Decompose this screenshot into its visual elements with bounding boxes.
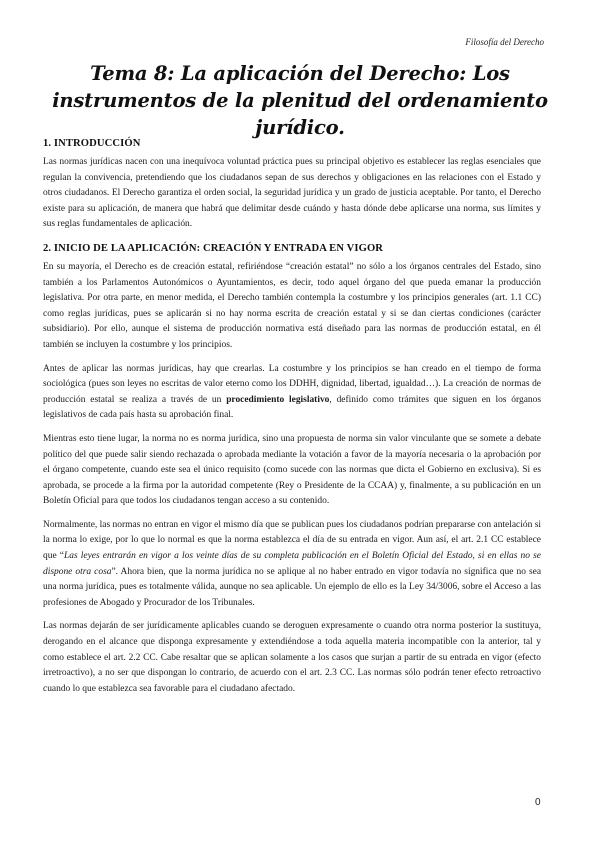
- paragraph-text: ”. Ahora bien, que la norma jurídica no se aplique al no haber entrado en vigor todavía no significa que no sea una norma jurídica, pues es totalmente válida, aunque no sea aplicable. Un ejemplo de ello es la Ley 34/3006, sobre el Acceso a las profesiones de Abogado y Procurador de los Tribunales.: [43, 566, 542, 608]
- document-body: [43, 138, 541, 705]
- running-header: Filosofía del Derecho: [465, 37, 544, 47]
- bold-term: procedimiento legislativo: [226, 394, 330, 405]
- paragraph: En su mayoría, el Derecho es de creación estatal, refiriéndose “creación estatal” no sólo a los órganos centrales del Estado, sino también a los Parlamentos Autonómicos o Ayuntamientos, es decir, todo aquel órgano del que pueda emanar la producción legislativa. Por otra parte, en menor medida, el Derecho también contempla la costumbre y los principios generales (art. 1.1 CC) como reglas jurídicas, pues se aplicarán si no hay norma escrita de creación estatal y si se dan ciertas condiciones (carácter subsidiario). Por ello, aunque el sistema de producción normativa está diseñado para las normas de producción estatal, en él también se incluyen la costumbre y los principios.: [43, 261, 541, 350]
- page-number: 0: [535, 797, 541, 808]
- document-title: Tema 8: La aplicación del Derecho: Los instrumentos de la plenitud del ordenamiento jurídico.: [52, 62, 548, 139]
- paragraph: [43, 518, 541, 612]
- paragraph-text: , definido como trámites que siguen en los órganos legislativos de cada país hasta su aprobación final.: [43, 394, 542, 421]
- legal-quote: Las leyes entrarán en vigor a los veinte días de su completa publicación en el Boletín Oficial del Estado, si en ellas no se dispone otra cosa: [43, 551, 541, 577]
- paragraph-text: Normalmente, las normas no entran en vigor el mismo día que se publican pues los ciudadanos podrían prepararse con antelación si la norma lo exige, por lo que lo normal es que la norma establezca el día de su entrada en vigor. Aun así, el art. 2.1 CC establece que “: [43, 519, 541, 562]
- paragraph: Mientras esto tiene lugar, la norma no es norma jurídica, sino una propuesta de norma sin valor vinculante que se somete a debate político del que puede salir siendo rechazada o aprobada mediante la votación a favor de la mayoría necesaria o la aprobación por el órgano competente, cuando este sea el único requisito (como sucede con las normas que dicta el Gobierno en exclusiva). Si es aprobada, se procede a la firma por la autoridad competente (Rey o Presidente de la CCAA) y, finalmente, a su publicación en un Boletín Oficial para que todos los ciudadanos tengan acceso a su contenido.: [43, 433, 541, 507]
- paragraph-text: Antes de aplicar las normas jurídicas, hay que crearlas. La costumbre y los principios se han creado en el tiempo de forma sociológica (pues son leyes no escritas de valor eterno como los DDHH, dignidad, libertad, igualdad…). La creación de normas de producción estatal se realiza a través de un: [43, 363, 541, 405]
- paragraph: Las normas dejarán de ser jurídicamente aplicables cuando se deroguen expresamente o cuando otra norma posterior la sustituya, derogando en el alcance que disponga expresamente y extendiéndose a toda aquella materia incompatible con la anterior, tal y como establece el art. 2.2 CC. Cabe resaltar que se aplican solamente a los casos que surjan a partir de su entrada en vigor (efecto irretroactivo), a no ser que dispongan lo contrario, de acuerdo con el art. 2.3 CC. Las normas sólo podrán tener efecto retroactivo cuando lo que establezca sea favorable para el ciudadano afectado.: [43, 621, 541, 694]
- section-heading-introduccion: 1. INTRODUCCIÓN: [43, 138, 141, 149]
- section-heading-inicio-aplicacion: 2. INICIO DE LA APLICACIÓN: CREACIÓN Y ENTRADA EN VIGOR: [43, 242, 384, 254]
- paragraph: [43, 362, 541, 424]
- paragraph: Las normas jurídicas nacen con una inequívoca voluntad práctica pues su principal objetivo es establecer las reglas esenciales que regulan la convivencia, pretendiendo que los ciudadanos sepan de sus derechos y obligaciones en las relaciones con el Estado y otros ciudadanos. El Derecho garantiza el orden social, la seguridad jurídica y un grado de justicia aceptable. Por tanto, el Derecho existe para su aplicación, de manera que habrá que delimitar desde cuándo y hasta dónde debe aplicarse una norma, sus límites y sus reglas fundamentales de aplicación.: [43, 157, 541, 230]
